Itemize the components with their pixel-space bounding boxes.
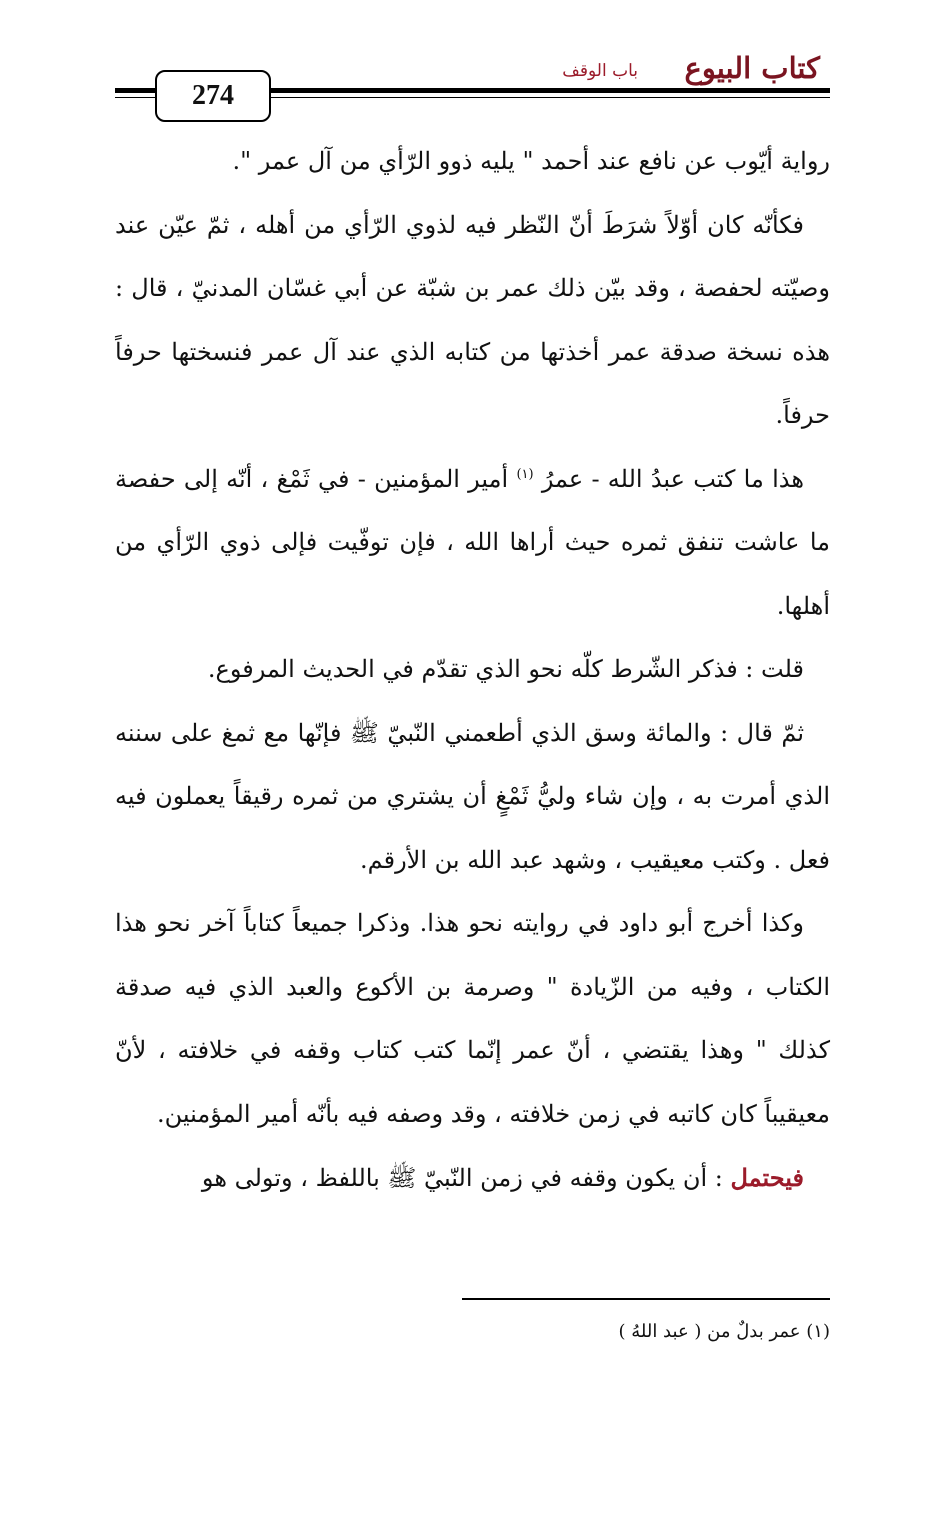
book-title: كتاب البيوع xyxy=(684,51,820,85)
paragraph-3-part-2: أمير المؤمنين - في ثَمْغ ، أنّه إلى حفصة ما عاشت تنفق ثمره حيث أراها الله ، فإن توفّيت فإلى ذوي الرّأي من أهلها. xyxy=(115,464,830,620)
page-header xyxy=(115,48,830,118)
page-number: 274 xyxy=(155,70,271,122)
paragraph-3 xyxy=(115,448,830,639)
footnote-divider xyxy=(462,1298,830,1300)
paragraph-2: فكأنّه كان أوّلاً شرَطَ أنّ النّظر فيه لذوي الرّأي من أهله ، ثمّ عيّن عند وصيّته لحفصة ، وقد بيّن ذلك عمر بن شبّة عن أبي غسّان المدنيّ ، قال : هذه نسخة صدقة عمر أخذتها من كتابه الذي عند آل عمر فنسختها حرفاً حرفاً. xyxy=(115,210,830,429)
chapter-title: باب الوقف xyxy=(562,61,638,81)
paragraph-3-part-1: هذا ما كتب عبدُ الله - عمرُ xyxy=(541,464,804,493)
paragraph-7-rest: : أن يكون وقفه في زمن النّبيّ ﷺ باللفظ ، وتولى هو xyxy=(201,1164,723,1192)
paragraph-5: ثمّ قال : والمائة وسق الذي أطعمني النّبيّ ﷺ فإنّها مع ثمغ على سننه الذي أمرت به ، وإن شاء وليُّ ثَمْغٍ أن يشتري من ثمره رقيقاً يعملون فيه فعل . وكتب معيقيب ، وشهد عبد الله بن الأرقم. xyxy=(115,718,830,874)
footnote-marker[interactable]: (١) xyxy=(516,466,534,482)
main-text xyxy=(115,130,830,1211)
paragraph-6: وكذا أخرج أبو داود في روايته نحو هذا. وذكرا جميعاً كتاباً آخر نحو هذا الكتاب ، وفيه من الزّيادة " وصرمة بن الأكوع والعبد الذي فيه صدقة كذلك " وهذا يقتضي ، أنّ عمر إنّما كتب كتاب وقفه في خلافته ، لأنّ معيقيباً كان كاتبه في زمن خلافته ، وقد وصفه فيه بأنّه أمير المؤمنين. xyxy=(115,909,830,1128)
paragraph-7 xyxy=(115,1146,830,1211)
footnote: (١) عمر بدلٌ من ( عبد اللهُ ) xyxy=(618,1321,830,1342)
paragraph-4: قلت : فذكر الشّرط كلّه نحو الذي تقدّم في الحديث المرفوع. xyxy=(207,655,804,683)
paragraph-7-lead: فيحتمل xyxy=(730,1163,804,1192)
paragraph-1: رواية أيّوب عن نافع عند أحمد " يليه ذوو الرّأي من آل عمر ". xyxy=(232,147,830,175)
